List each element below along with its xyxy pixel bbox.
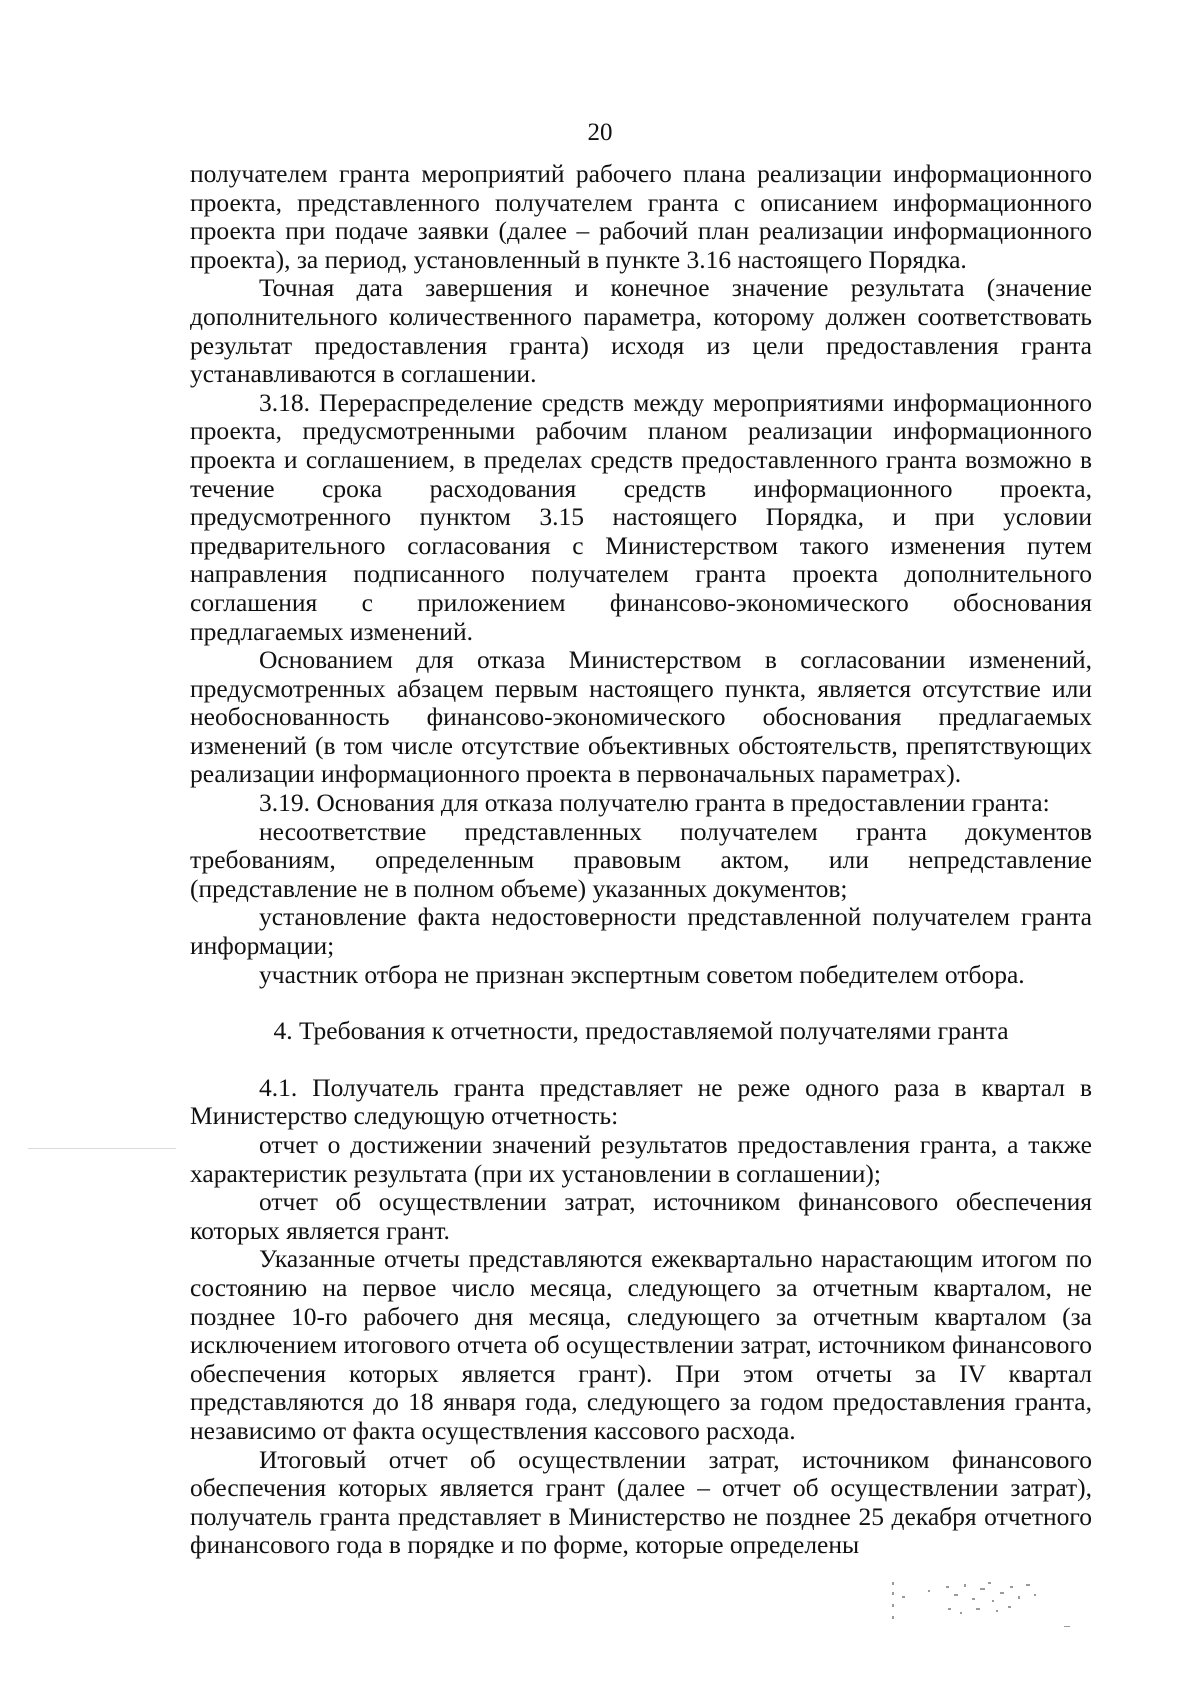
list-item: отчет об осуществлении затрат, источником финансового обеспечения которых является грант.	[190, 1187, 1092, 1245]
list-item: отчет о достижении значений результатов предоставления гранта, а также характеристик результата (при их установлении в соглашении);	[190, 1130, 1092, 1188]
paragraph: Точная дата завершения и конечное значение результата (значение дополнительного количественного параметра, которому должен соответствовать результат предоставления гранта) исходя из цели предоставления гранта устанавливаются в соглашении.	[190, 273, 1092, 389]
scan-margin-line	[28, 1148, 176, 1149]
list-item: участник отбора не признан экспертным советом победителем отбора.	[259, 959, 1025, 989]
paragraph: Итоговый отчет об осуществлении затрат, источником финансового обеспечения которых является грант (далее – отчет об осуществлении затрат), получатель гранта представляет в Министерство не позднее 25 декабря отчетного финансового года в порядке и по форме, которые определены	[190, 1444, 1092, 1560]
document-body	[190, 160, 1092, 1560]
paragraph: Указанные отчеты представляются ежеквартально нарастающим итогом по состоянию на первое число месяца, следующего за отчетным кварталом, не позднее 10-го рабочего дня месяца, следующего за отчетным кварталом (за исключением итогового отчета об осуществлении затрат, источником финансового обеспечения которых является грант). При этом отчеты за IV квартал представляются до 18 января года, следующего за годом предоставления гранта, независимо от факта осуществления кассового расхода.	[190, 1244, 1092, 1445]
scan-artifact	[888, 1578, 1078, 1633]
list-item: несоответствие представленных получателем гранта документов требованиям, определенным правовым актом, или непредставление (представление не в полном объеме) указанных документов;	[190, 816, 1092, 903]
page-number: 20	[587, 119, 613, 146]
paragraph-clause-3-19: 3.19. Основания для отказа получателю гранта в предоставлении гранта:	[259, 788, 1050, 818]
paragraph: Основанием для отказа Министерством в согласовании изменений, предусмотренных абзацем первым настоящего пункта, является отсутствие или необоснованность финансово-экономического обоснования предлагаемых изменений (в том числе отсутствие объективных обстоятельств, препятствующих реализации информационного проекта в первоначальных параметрах).	[190, 645, 1092, 789]
paragraph-continuation: получателем гранта мероприятий рабочего плана реализации информационного проекта, представленного получателем гранта с описанием информационного проекта при подаче заявки (далее – рабочий план реализации информационного проекта), за период, установленный в пункте 3.16 настоящего Порядка.	[190, 159, 1092, 274]
list-item: установление факта недостоверности представленной получателем гранта информации;	[190, 902, 1092, 961]
paragraph-clause-4-1: 4.1. Получатель гранта представляет не реже одного раза в квартал в Министерство следующую отчетность:	[190, 1072, 1092, 1131]
paragraph-clause-3-18: 3.18. Перераспределение средств между мероприятиями информационного проекта, предусмотренными рабочим планом реализации информационного проекта и соглашением, в пределах средств предоставленного гранта возможно в течение срока расходования средств информационного проекта, предусмотренного пунктом 3.15 настоящего Порядка, и при условии предварительного согласования с Министерством такого изменения путем направления подписанного получателем гранта проекта дополнительного соглашения с приложением финансово-экономического обоснования предлагаемых изменений.	[190, 387, 1092, 646]
section-heading: 4. Требования к отчетности, предоставляемой получателями гранта	[273, 1016, 1009, 1046]
